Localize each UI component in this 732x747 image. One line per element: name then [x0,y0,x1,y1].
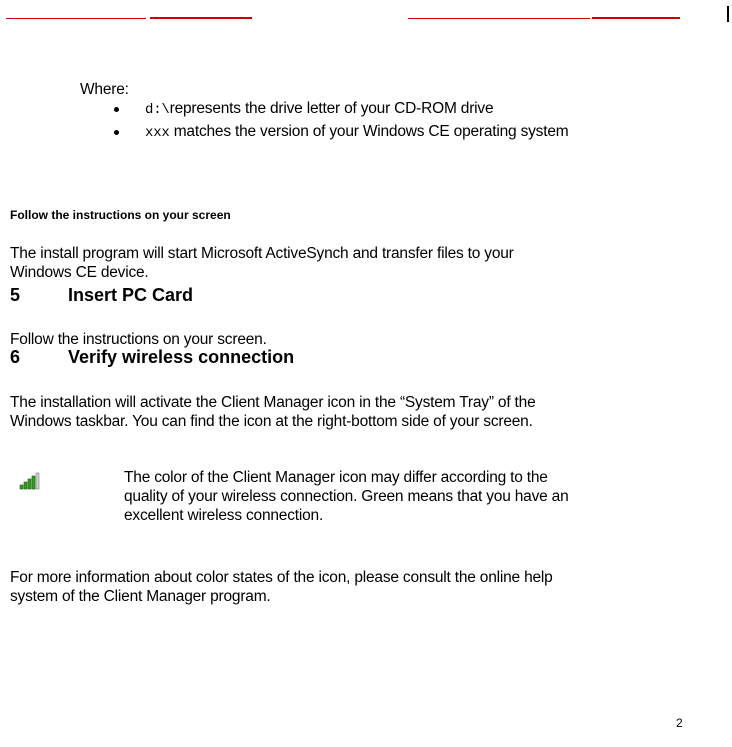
section-6-title: Verify wireless connection [68,347,295,367]
header-rule-1 [6,18,146,19]
more-info-para-line-2: system of the Client Manager program. [10,588,271,605]
more-info-para-line-1: For more information about color states of the icon, please consult the online help [10,569,553,586]
section-5-number: 5 [10,285,21,305]
header-rule-2 [150,17,252,19]
activate-para-line-1: The installation will activate the Client Manager icon in the “System Tray” of the [10,394,536,411]
note-para-line-1: The color of the Client Manager icon may differ according to the [124,469,548,486]
follow-para: Follow the instructions on your screen. [10,331,267,348]
section-6-number: 6 [10,347,21,367]
note-para-line-3: excellent wireless connection. [124,507,324,524]
bullet-dot-1 [114,107,119,112]
install-para-line-1: The install program will start Microsoft ActiveSynch and transfer files to your [10,245,514,262]
step-follow-heading: Follow the instructions on your screen [10,208,231,222]
bullet-item-1 [145,99,493,120]
header-rule-3 [408,18,590,19]
bullet-dot-2 [114,130,119,135]
section-6-heading [10,347,294,368]
section-5-title: Insert PC Card [68,285,194,305]
bullet-code-2: xxx [145,125,170,141]
install-para-line-2: Windows CE device. [10,264,149,281]
header-margin-bar [727,6,729,22]
bullet-code-1: d:\ [145,102,170,118]
section-5-heading [10,285,193,306]
note-para-line-2: quality of your wireless connection. Green means that you have an [124,488,569,505]
where-label: Where: [80,81,129,98]
bullet-text-2: matches the version of your Windows CE operating system [169,123,569,140]
activate-para-line-2: Windows taskbar. You can find the icon at the right-bottom side of your screen. [10,413,533,430]
header-rule-4 [592,17,680,19]
bullet-item-2 [145,122,568,143]
bullet-text-1: represents the drive letter of your CD-ROM drive [169,100,494,117]
page-number: 2 [676,716,683,730]
signal-strength-icon [19,472,41,490]
